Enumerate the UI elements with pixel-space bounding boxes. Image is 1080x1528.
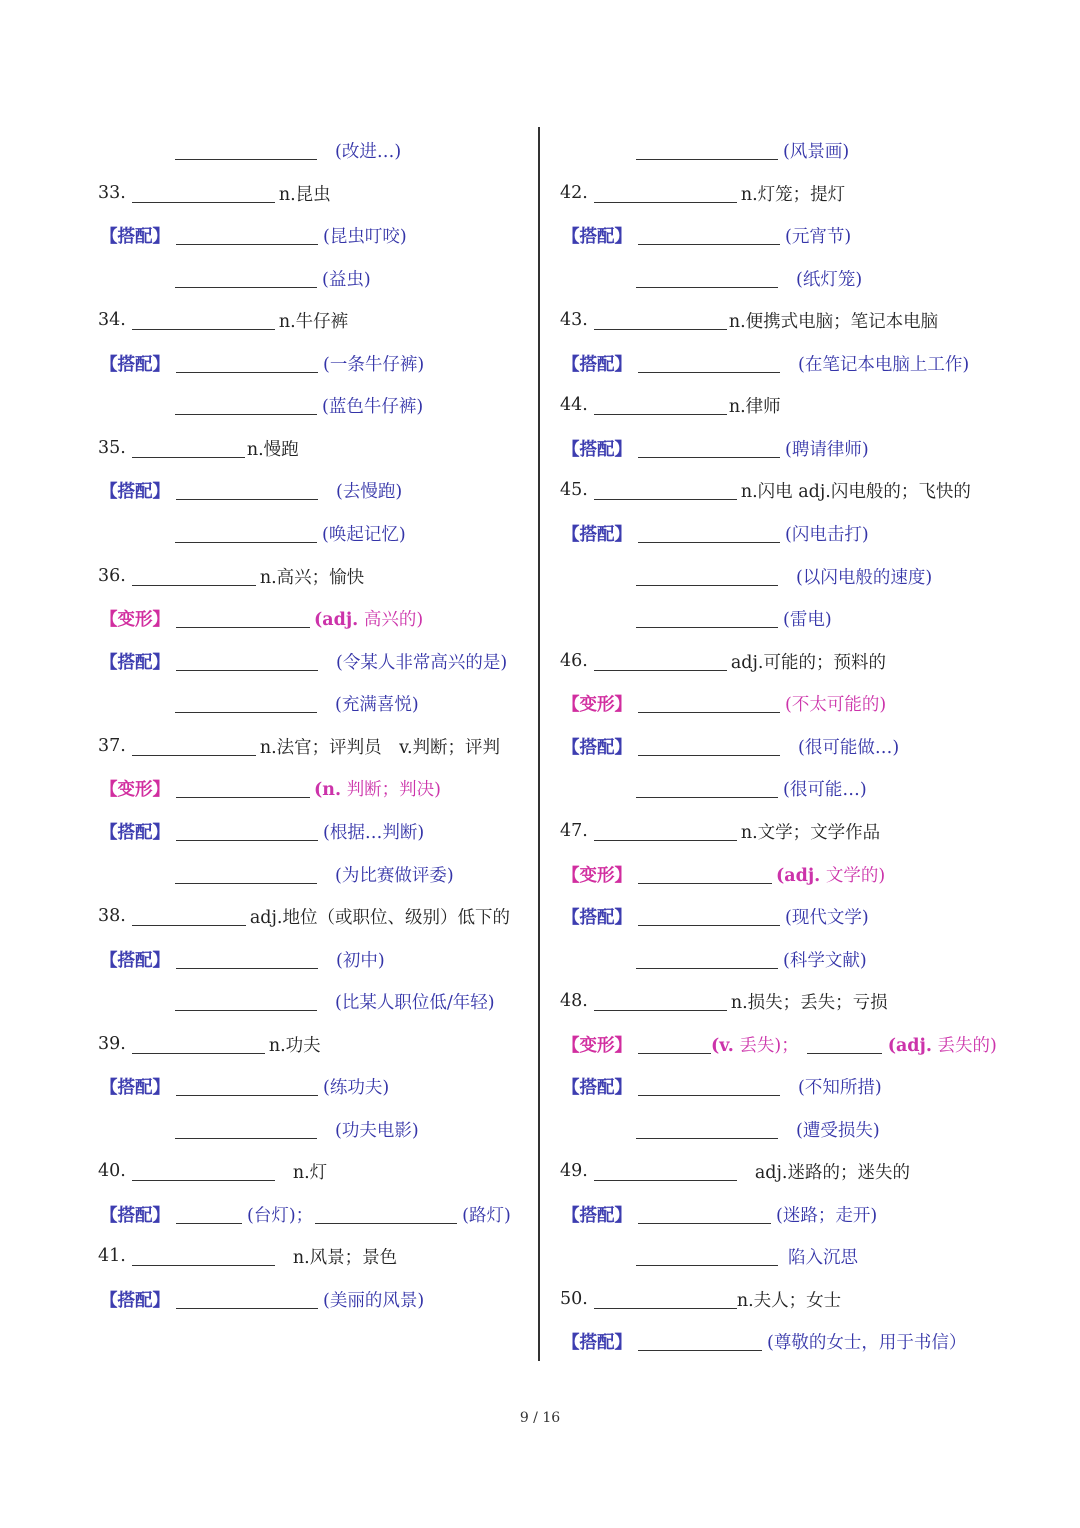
vocab-item-38 — [98, 898, 510, 934]
collocation-row — [100, 1281, 424, 1317]
answer-blank[interactable] — [176, 652, 318, 671]
collocation-hint: (台灯) — [247, 1205, 296, 1226]
collocation-hint: (益虫) — [322, 269, 371, 290]
definition: n.昆虫 — [278, 184, 331, 205]
collocation-hint: (美丽的风景) — [323, 1290, 425, 1311]
vocab-item-40 — [98, 1153, 327, 1189]
answer-blank[interactable] — [175, 524, 317, 543]
collocation-row — [175, 685, 419, 721]
answer-blank[interactable] — [636, 779, 778, 798]
collocation-row — [175, 132, 401, 168]
answer-blank[interactable] — [176, 1205, 242, 1224]
collocation-hint: (很可能做…) — [798, 737, 900, 758]
vocab-item-48 — [560, 983, 888, 1019]
definition: n.损失；丢失；亏损 — [730, 992, 888, 1013]
item-number: 38. — [98, 906, 126, 926]
collocation-row — [175, 1111, 419, 1147]
vocab-item-35 — [98, 430, 299, 466]
collocation-hint: (功夫电影) — [335, 1120, 419, 1141]
answer-blank[interactable] — [594, 311, 727, 330]
collocation-row — [100, 643, 507, 679]
vocab-item-41 — [98, 1238, 397, 1274]
separator: ； — [781, 1035, 799, 1056]
collocation-hint: (比某人职位低/年轻) — [335, 992, 495, 1013]
definition: n.灯 — [292, 1162, 328, 1183]
collocation-hint: (科学文献) — [783, 950, 867, 971]
answer-blank[interactable] — [175, 269, 317, 288]
collocation-row — [636, 132, 849, 168]
variation-hint: (adj. 文学的) — [776, 865, 886, 886]
collocation-hint: (遭受损失) — [796, 1120, 880, 1141]
vocab-item-42 — [560, 175, 845, 211]
collocation-hint: (迷路；走开) — [776, 1205, 878, 1226]
answer-blank[interactable] — [175, 1120, 317, 1139]
answer-blank[interactable] — [132, 1035, 265, 1054]
answer-blank[interactable] — [175, 992, 317, 1011]
variation-row — [562, 685, 886, 721]
variation-tag: 【变形】 — [100, 609, 170, 630]
answer-blank[interactable] — [176, 779, 310, 798]
variation-row — [562, 1026, 997, 1062]
item-number: 45. — [560, 480, 588, 500]
answer-blank[interactable] — [594, 184, 737, 203]
answer-blank[interactable] — [636, 1120, 778, 1139]
item-number: 43. — [560, 310, 588, 330]
item-number: 34. — [98, 310, 126, 330]
collocation-hint: (去慢跑) — [336, 481, 403, 502]
collocation-row — [636, 1111, 880, 1147]
vocab-item-49 — [560, 1153, 910, 1189]
answer-blank[interactable] — [638, 439, 780, 458]
collocation-hint: (根据…判断) — [323, 822, 425, 843]
collocation-tag: 【搭配】 — [562, 1205, 632, 1226]
vocab-item-37 — [98, 728, 500, 764]
collocation-row — [175, 515, 406, 551]
definition: n.灯笼；提灯 — [740, 184, 846, 205]
definition: n.高兴；愉快 — [259, 567, 365, 588]
definition: adj.迷路的；迷失的 — [754, 1162, 910, 1183]
collocation-row — [100, 1196, 511, 1232]
collocation-row — [100, 941, 385, 977]
collocation-row — [562, 217, 851, 253]
collocation-hint: (改进…) — [335, 141, 402, 162]
collocation-row — [100, 217, 407, 253]
answer-blank[interactable] — [175, 396, 317, 415]
answer-blank[interactable] — [594, 481, 737, 500]
collocation-row — [562, 430, 869, 466]
answer-blank[interactable] — [594, 992, 727, 1011]
collocation-row — [175, 983, 495, 1019]
answer-blank[interactable] — [638, 737, 780, 756]
definition: n.夫人；女士 — [736, 1290, 842, 1311]
collocation-hint: (聘请律师) — [785, 439, 869, 460]
collocation-tag: 【搭配】 — [100, 652, 170, 673]
answer-blank[interactable] — [594, 652, 727, 671]
vocab-item-39 — [98, 1026, 321, 1062]
answer-blank[interactable] — [636, 567, 778, 586]
collocation-row — [636, 600, 832, 636]
variation-tag: 【变形】 — [562, 1035, 632, 1056]
collocation-hint: (现代文学) — [785, 907, 869, 928]
item-number: 39. — [98, 1034, 126, 1054]
collocation-row — [175, 387, 423, 423]
collocation-hint: (令某人非常高兴的是) — [336, 652, 508, 673]
answer-blank[interactable] — [636, 141, 778, 160]
collocation-hint: (很可能…) — [783, 779, 867, 800]
definition: n.便携式电脑；笔记本电脑 — [728, 311, 939, 332]
variation-tag: 【变形】 — [562, 865, 632, 886]
variation-tag: 【变形】 — [100, 779, 170, 800]
collocation-row — [636, 558, 932, 594]
collocation-tag: 【搭配】 — [100, 950, 170, 971]
answer-blank[interactable] — [132, 567, 256, 586]
collocation-tag: 【搭配】 — [562, 907, 632, 928]
definition: n.慢跑 — [246, 439, 299, 460]
collocation-row — [100, 345, 424, 381]
collocation-tag: 【搭配】 — [100, 1290, 170, 1311]
answer-blank[interactable] — [132, 737, 256, 756]
answer-blank[interactable] — [176, 226, 318, 245]
variation-hint: (v. 丢失) — [711, 1035, 782, 1056]
definition: adj.地位（或职位、级别）低下的 — [249, 907, 510, 928]
collocation-row — [636, 260, 862, 296]
vocab-item-36 — [98, 558, 364, 594]
answer-blank[interactable] — [176, 481, 318, 500]
answer-blank[interactable] — [132, 907, 246, 926]
collocation-row — [636, 1238, 858, 1274]
definition: n.文学；文学作品 — [740, 822, 881, 843]
item-number: 33. — [98, 183, 126, 203]
answer-blank[interactable] — [638, 354, 780, 373]
answer-blank[interactable] — [132, 1247, 275, 1266]
answer-blank[interactable] — [594, 822, 737, 841]
collocation-tag: 【搭配】 — [100, 226, 170, 247]
collocation-hint: (昆虫叮咬) — [323, 226, 407, 247]
collocation-hint: (路灯) — [462, 1205, 511, 1226]
collocation-row — [100, 472, 402, 508]
collocation-tag: 【搭配】 — [562, 226, 632, 247]
answer-blank[interactable] — [176, 950, 318, 969]
collocation-hint: (唤起记忆) — [322, 524, 406, 545]
collocation-tag: 【搭配】 — [100, 481, 170, 502]
collocation-hint: (纸灯笼) — [796, 269, 863, 290]
definition: n.律师 — [728, 396, 781, 417]
item-number: 50. — [560, 1289, 588, 1309]
variation-hint: (n. 判断；判决) — [314, 779, 442, 800]
collocation-hint: (不知所措) — [798, 1077, 882, 1098]
item-number: 40. — [98, 1161, 126, 1181]
answer-blank[interactable] — [176, 1077, 318, 1096]
answer-blank[interactable] — [175, 694, 317, 713]
collocation-tag: 【搭配】 — [562, 737, 632, 758]
variation-hint: (adj. 丢失的) — [887, 1035, 997, 1056]
variation-tag: 【变形】 — [562, 694, 632, 715]
item-number: 44. — [560, 395, 588, 415]
definition: n.风景；景色 — [292, 1247, 398, 1268]
answer-blank[interactable] — [638, 865, 772, 884]
collocation-hint: 陷入沉思 — [788, 1247, 858, 1268]
item-number: 37. — [98, 736, 126, 756]
answer-blank[interactable] — [636, 609, 778, 628]
answer-blank[interactable] — [132, 311, 275, 330]
separator: ； — [295, 1205, 314, 1226]
variation-row — [100, 770, 441, 806]
answer-blank[interactable] — [594, 1290, 737, 1309]
answer-blank[interactable] — [176, 609, 310, 628]
collocation-hint: (在笔记本电脑上工作) — [798, 354, 970, 375]
collocation-row — [562, 898, 869, 934]
collocation-hint: (练功夫) — [323, 1077, 390, 1098]
vocab-item-47 — [560, 813, 880, 849]
collocation-row — [562, 515, 869, 551]
answer-blank[interactable] — [175, 865, 317, 884]
answer-blank[interactable] — [638, 524, 780, 543]
item-number: 47. — [560, 821, 588, 841]
item-number: 48. — [560, 991, 588, 1011]
collocation-tag: 【搭配】 — [100, 1205, 170, 1226]
answer-blank[interactable] — [638, 1035, 711, 1054]
collocation-row — [636, 941, 867, 977]
collocation-tag: 【搭配】 — [562, 439, 632, 460]
answer-blank[interactable] — [132, 184, 275, 203]
collocation-row — [100, 1068, 389, 1104]
answer-blank[interactable] — [594, 1162, 737, 1181]
collocation-tag: 【搭配】 — [100, 354, 170, 375]
variation-hint: (不太可能的) — [785, 694, 887, 715]
answer-blank[interactable] — [638, 226, 780, 245]
answer-blank[interactable] — [176, 1290, 318, 1309]
collocation-tag: 【搭配】 — [562, 524, 632, 545]
answer-blank[interactable] — [132, 1162, 275, 1181]
item-number: 35. — [98, 438, 126, 458]
vocab-item-45 — [560, 472, 971, 508]
answer-blank[interactable] — [638, 1077, 780, 1096]
vocab-item-44 — [560, 387, 781, 423]
answer-blank[interactable] — [594, 396, 727, 415]
vocab-item-34 — [98, 302, 348, 338]
answer-blank[interactable] — [315, 1205, 457, 1224]
definition: n.牛仔裤 — [278, 311, 349, 332]
answer-blank[interactable] — [176, 354, 318, 373]
variation-hint: (adj. 高兴的) — [314, 609, 424, 630]
vocab-item-50 — [560, 1281, 841, 1317]
collocation-hint: (蓝色牛仔裤) — [322, 396, 424, 417]
answer-blank[interactable] — [638, 1205, 771, 1224]
collocation-hint: (以闪电般的速度) — [796, 567, 933, 588]
collocation-tag: 【搭配】 — [562, 354, 632, 375]
collocation-row — [562, 1196, 877, 1232]
answer-blank[interactable] — [638, 694, 780, 713]
collocation-hint: (为比赛做评委) — [335, 865, 454, 886]
collocation-hint: (闪电击打) — [785, 524, 869, 545]
collocation-hint: (初中) — [336, 950, 385, 971]
answer-blank[interactable] — [807, 1035, 882, 1054]
definition: n.功夫 — [268, 1035, 321, 1056]
variation-row — [562, 856, 885, 892]
item-number: 49. — [560, 1161, 588, 1181]
answer-blank[interactable] — [132, 439, 245, 458]
answer-blank[interactable] — [638, 1332, 762, 1351]
collocation-row — [562, 345, 969, 381]
collocation-row — [562, 1323, 966, 1359]
collocation-tag: 【搭配】 — [562, 1077, 632, 1098]
answer-blank[interactable] — [636, 1247, 778, 1266]
answer-blank[interactable] — [636, 950, 778, 969]
item-number: 36. — [98, 566, 126, 586]
item-number: 46. — [560, 651, 588, 671]
variation-row — [100, 600, 423, 636]
item-number: 42. — [560, 183, 588, 203]
collocation-row — [175, 260, 371, 296]
collocation-row — [175, 856, 454, 892]
collocation-tag: 【搭配】 — [100, 1077, 170, 1098]
definition: n.闪电 adj.闪电般的；飞快的 — [740, 481, 971, 502]
collocation-row — [562, 1068, 882, 1104]
vocab-item-33 — [98, 175, 331, 211]
collocation-tag: 【搭配】 — [562, 1332, 632, 1353]
vocab-item-46 — [560, 643, 886, 679]
answer-blank[interactable] — [636, 269, 778, 288]
collocation-row — [636, 770, 867, 806]
definition: adj.可能的；预料的 — [730, 652, 886, 673]
page-number: 9 / 16 — [519, 1410, 561, 1426]
vocab-item-43 — [560, 302, 938, 338]
answer-blank[interactable] — [175, 141, 317, 160]
collocation-hint: (雷电) — [783, 609, 832, 630]
collocation-hint: (充满喜悦) — [335, 694, 419, 715]
collocation-hint: (风景画) — [783, 141, 850, 162]
column-divider — [538, 127, 540, 1361]
collocation-hint: (尊敬的女士，用于书信） — [767, 1332, 967, 1353]
collocation-row — [100, 813, 424, 849]
answer-blank[interactable] — [176, 822, 318, 841]
collocation-hint: (元宵节) — [785, 226, 852, 247]
definition: n.法官；评判员 v.判断；评判 — [259, 737, 501, 758]
collocation-tag: 【搭配】 — [100, 822, 170, 843]
collocation-row — [562, 728, 899, 764]
item-number: 41. — [98, 1246, 126, 1266]
answer-blank[interactable] — [638, 907, 780, 926]
collocation-hint: (一条牛仔裤) — [323, 354, 425, 375]
